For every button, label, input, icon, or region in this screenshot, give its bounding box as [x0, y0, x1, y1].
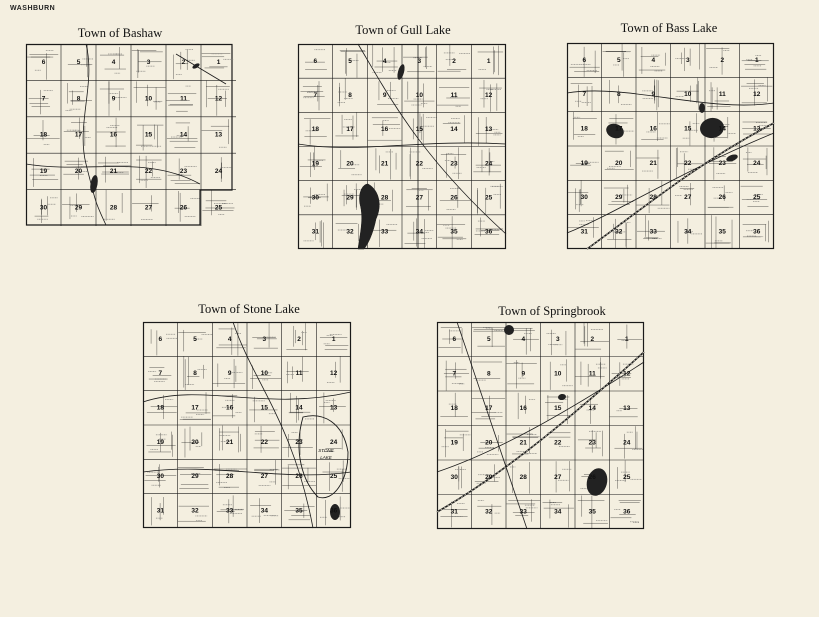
section-number: 19 [580, 159, 588, 167]
section-number: 20 [191, 438, 199, 446]
section-number: 13 [753, 125, 761, 133]
section-number: 35 [718, 228, 726, 236]
section-number: 23 [588, 439, 596, 447]
section-number: 16 [649, 125, 657, 133]
section-number: 21 [226, 438, 234, 446]
section-number: 18 [156, 404, 164, 412]
section-number: 23 [295, 438, 303, 446]
section-number: 26 [718, 194, 726, 202]
section-number: 27 [415, 194, 423, 202]
section-number: 28 [381, 194, 389, 202]
section-number: 9 [521, 370, 526, 378]
section-number: 32 [346, 228, 354, 236]
section-number: 1 [331, 335, 336, 343]
section-number: 26 [588, 473, 596, 481]
title-bashaw: Town of Bashaw [77, 26, 163, 40]
section-number: 5 [76, 58, 81, 66]
section-number: 14 [295, 404, 303, 412]
section-number: 1 [216, 58, 221, 66]
section-number: 2 [297, 335, 301, 343]
section-number: 24 [214, 168, 223, 176]
section-number: 24 [623, 439, 631, 447]
section-number: 9 [227, 370, 232, 378]
section-number: 4 [651, 56, 656, 64]
section-number: 17 [74, 131, 83, 139]
section-number: 29 [485, 473, 493, 481]
section-number: 23 [718, 159, 726, 167]
section-number: 7 [158, 370, 163, 378]
section-number: 20 [615, 159, 623, 167]
title-bass-lake: Town of Bass Lake [620, 21, 718, 35]
section-number: 33 [381, 228, 389, 236]
section-number: 6 [313, 57, 318, 65]
section-number: 24 [485, 160, 493, 168]
section-number: 9 [111, 95, 116, 103]
section-number: 11 [588, 370, 596, 378]
section-number: 6 [41, 58, 46, 66]
section-number: 18 [450, 404, 458, 412]
section-number: 4 [521, 335, 526, 343]
section-number: 11 [295, 370, 303, 378]
section-number: 8 [348, 91, 352, 99]
title-stone-lake: Town of Stone Lake [198, 302, 300, 316]
section-number: 16 [109, 131, 118, 139]
section-number: 17 [485, 404, 493, 412]
county-label: WASHBURN [10, 5, 56, 12]
section-number: 27 [554, 473, 562, 481]
section-number: 14 [450, 126, 458, 134]
lake [89, 175, 99, 194]
section-number: 34 [260, 507, 268, 515]
section-number: 20 [74, 168, 83, 176]
section-number: 8 [486, 370, 491, 378]
section-number: 31 [450, 508, 458, 516]
section-number: 19 [311, 160, 319, 168]
section-number: 15 [554, 404, 562, 412]
section-number: 36 [753, 228, 761, 236]
section-number: 28 [109, 204, 118, 212]
section-number: 1 [754, 56, 759, 64]
section-number: 30 [39, 204, 48, 212]
section-number: 17 [615, 125, 623, 133]
map-stone-lake [143, 322, 351, 528]
section-number: 5 [193, 335, 197, 343]
section-number: 3 [146, 58, 151, 66]
section-number: 9 [651, 91, 656, 99]
section-number: 35 [295, 507, 303, 515]
section-number: 21 [381, 160, 389, 168]
section-number: 3 [685, 56, 690, 64]
section-number: 2 [452, 57, 456, 65]
road [358, 44, 506, 234]
section-number: 12 [753, 91, 761, 99]
section-number: 20 [485, 439, 493, 447]
section-number: 2 [590, 335, 595, 343]
section-number: 30 [450, 473, 458, 481]
section-number: 19 [450, 439, 458, 447]
section-number: 26 [179, 204, 188, 212]
map-bass-lake-svg [567, 43, 774, 249]
section-number: 10 [144, 95, 153, 103]
section-number: 14 [588, 404, 596, 412]
section-number: 11 [450, 91, 458, 99]
lake [725, 153, 738, 163]
section-number: 29 [346, 194, 354, 202]
section-number: 29 [615, 194, 623, 202]
section-number: 14 [179, 131, 188, 139]
section-number: 17 [191, 404, 199, 412]
section-number: 1 [624, 335, 629, 343]
section-number: 28 [226, 473, 234, 481]
section-number: 28 [649, 194, 657, 202]
section-number: 16 [381, 126, 389, 134]
section-number: 5 [616, 56, 621, 64]
section-number: 10 [554, 370, 562, 378]
section-number: 29 [74, 204, 83, 212]
section-number: 4 [111, 58, 116, 66]
section-number: 7 [41, 95, 46, 103]
section-number: 25 [753, 194, 761, 202]
section-number: 23 [179, 168, 188, 176]
section-number: 15 [260, 404, 268, 412]
section-number: 22 [144, 168, 153, 176]
map-bashaw [26, 44, 236, 226]
section-number: 25 [485, 194, 493, 202]
road [83, 44, 106, 225]
section-number: 35 [588, 508, 596, 516]
section-number: 21 [109, 168, 118, 176]
title-gull-lake: Town of Gull Lake [355, 23, 451, 37]
section-number: 31 [156, 507, 164, 515]
section-number: 33 [226, 507, 234, 515]
section-number: 25 [214, 204, 223, 212]
section-number: 15 [684, 125, 692, 133]
section-number: 12 [330, 370, 338, 378]
map-bashaw-svg [26, 44, 236, 226]
section-number: 21 [519, 439, 527, 447]
section-number: 2 [181, 58, 186, 66]
section-number: 36 [485, 228, 493, 236]
section-number: 25 [330, 473, 338, 481]
section-number: 1 [486, 57, 491, 65]
lake [699, 103, 705, 113]
section-number: 19 [156, 438, 164, 446]
section-number: 18 [580, 125, 588, 133]
section-number: 33 [649, 228, 657, 236]
lake [358, 184, 379, 249]
section-number: 11 [718, 91, 726, 99]
section-number: 27 [260, 473, 268, 481]
section-number: 10 [415, 91, 423, 99]
section-number: 8 [76, 95, 81, 103]
lake-name-label: LAKE [320, 455, 332, 460]
map-gull-lake [298, 44, 506, 249]
section-number: 22 [554, 439, 562, 447]
lake [504, 325, 514, 335]
section-number: 6 [452, 335, 457, 343]
section-number: 22 [415, 160, 423, 168]
section-number: 4 [227, 335, 232, 343]
section-number: 18 [311, 126, 319, 134]
section-number: 11 [180, 95, 187, 103]
lake-name-label: STONE [318, 448, 334, 453]
section-number: 34 [554, 508, 562, 516]
title-springbrook: Town of Springbrook [498, 304, 606, 318]
section-number: 13 [330, 404, 338, 412]
section-number: 30 [311, 194, 319, 202]
section-number: 26 [450, 194, 458, 202]
section-number: 13 [485, 126, 493, 134]
section-number: 16 [519, 404, 527, 412]
section-number: 31 [311, 228, 319, 236]
section-number: 7 [313, 91, 318, 99]
map-stone-lake-svg [143, 322, 351, 528]
section-number: 6 [582, 56, 587, 64]
section-number: 2 [720, 56, 725, 64]
section-number: 23 [450, 160, 458, 168]
section-number: 13 [623, 404, 631, 412]
section-number: 22 [260, 438, 268, 446]
section-number: 35 [450, 228, 458, 236]
section-number: 34 [684, 228, 692, 236]
section-number: 12 [214, 95, 223, 103]
map-springbrook-svg [437, 322, 644, 529]
section-number: 7 [582, 91, 587, 99]
map-gull-lake-svg [298, 44, 506, 249]
section-number: 32 [615, 228, 623, 236]
section-number: 10 [684, 91, 692, 99]
section-number: 3 [555, 335, 560, 343]
section-number: 36 [623, 508, 631, 516]
section-number: 28 [519, 473, 527, 481]
section-number: 30 [580, 194, 588, 202]
section-number: 10 [260, 370, 268, 378]
section-number: 29 [191, 473, 199, 481]
section-number: 12 [485, 91, 493, 99]
section-number: 16 [226, 404, 234, 412]
section-number: 22 [684, 159, 692, 167]
map-springbrook [437, 322, 644, 529]
section-number: 3 [262, 335, 267, 343]
section-number: 33 [519, 508, 527, 516]
lake [192, 62, 201, 69]
section-number: 14 [718, 125, 726, 133]
section-number: 8 [616, 91, 621, 99]
section-number: 30 [156, 473, 164, 481]
section-number: 19 [39, 168, 48, 176]
section-number: 21 [649, 159, 657, 167]
section-number: 4 [382, 57, 387, 65]
section-number: 18 [39, 131, 48, 139]
section-number: 5 [486, 335, 491, 343]
section-number: 20 [346, 160, 354, 168]
section-number: 27 [144, 204, 153, 212]
section-number: 6 [158, 335, 163, 343]
section-number: 26 [295, 473, 303, 481]
section-number: 31 [580, 228, 588, 236]
section-number: 15 [144, 131, 153, 139]
section-number: 25 [623, 473, 631, 481]
map-bass-lake [567, 43, 774, 249]
section-number: 5 [348, 57, 352, 65]
section-number: 13 [214, 131, 223, 139]
section-number: 32 [485, 508, 493, 516]
section-number: 3 [417, 57, 422, 65]
section-number: 12 [623, 370, 631, 378]
lake [584, 466, 611, 498]
section-number: 15 [415, 126, 423, 134]
section-number: 8 [193, 370, 197, 378]
section-number: 24 [753, 159, 761, 167]
section-number: 9 [382, 91, 387, 99]
section-number: 17 [346, 126, 354, 134]
section-number: 7 [452, 370, 457, 378]
section-number: 36 [330, 507, 338, 515]
section-number: 34 [415, 228, 423, 236]
section-number: 32 [191, 507, 199, 515]
section-number: 27 [684, 194, 692, 202]
section-number: 24 [330, 438, 338, 446]
